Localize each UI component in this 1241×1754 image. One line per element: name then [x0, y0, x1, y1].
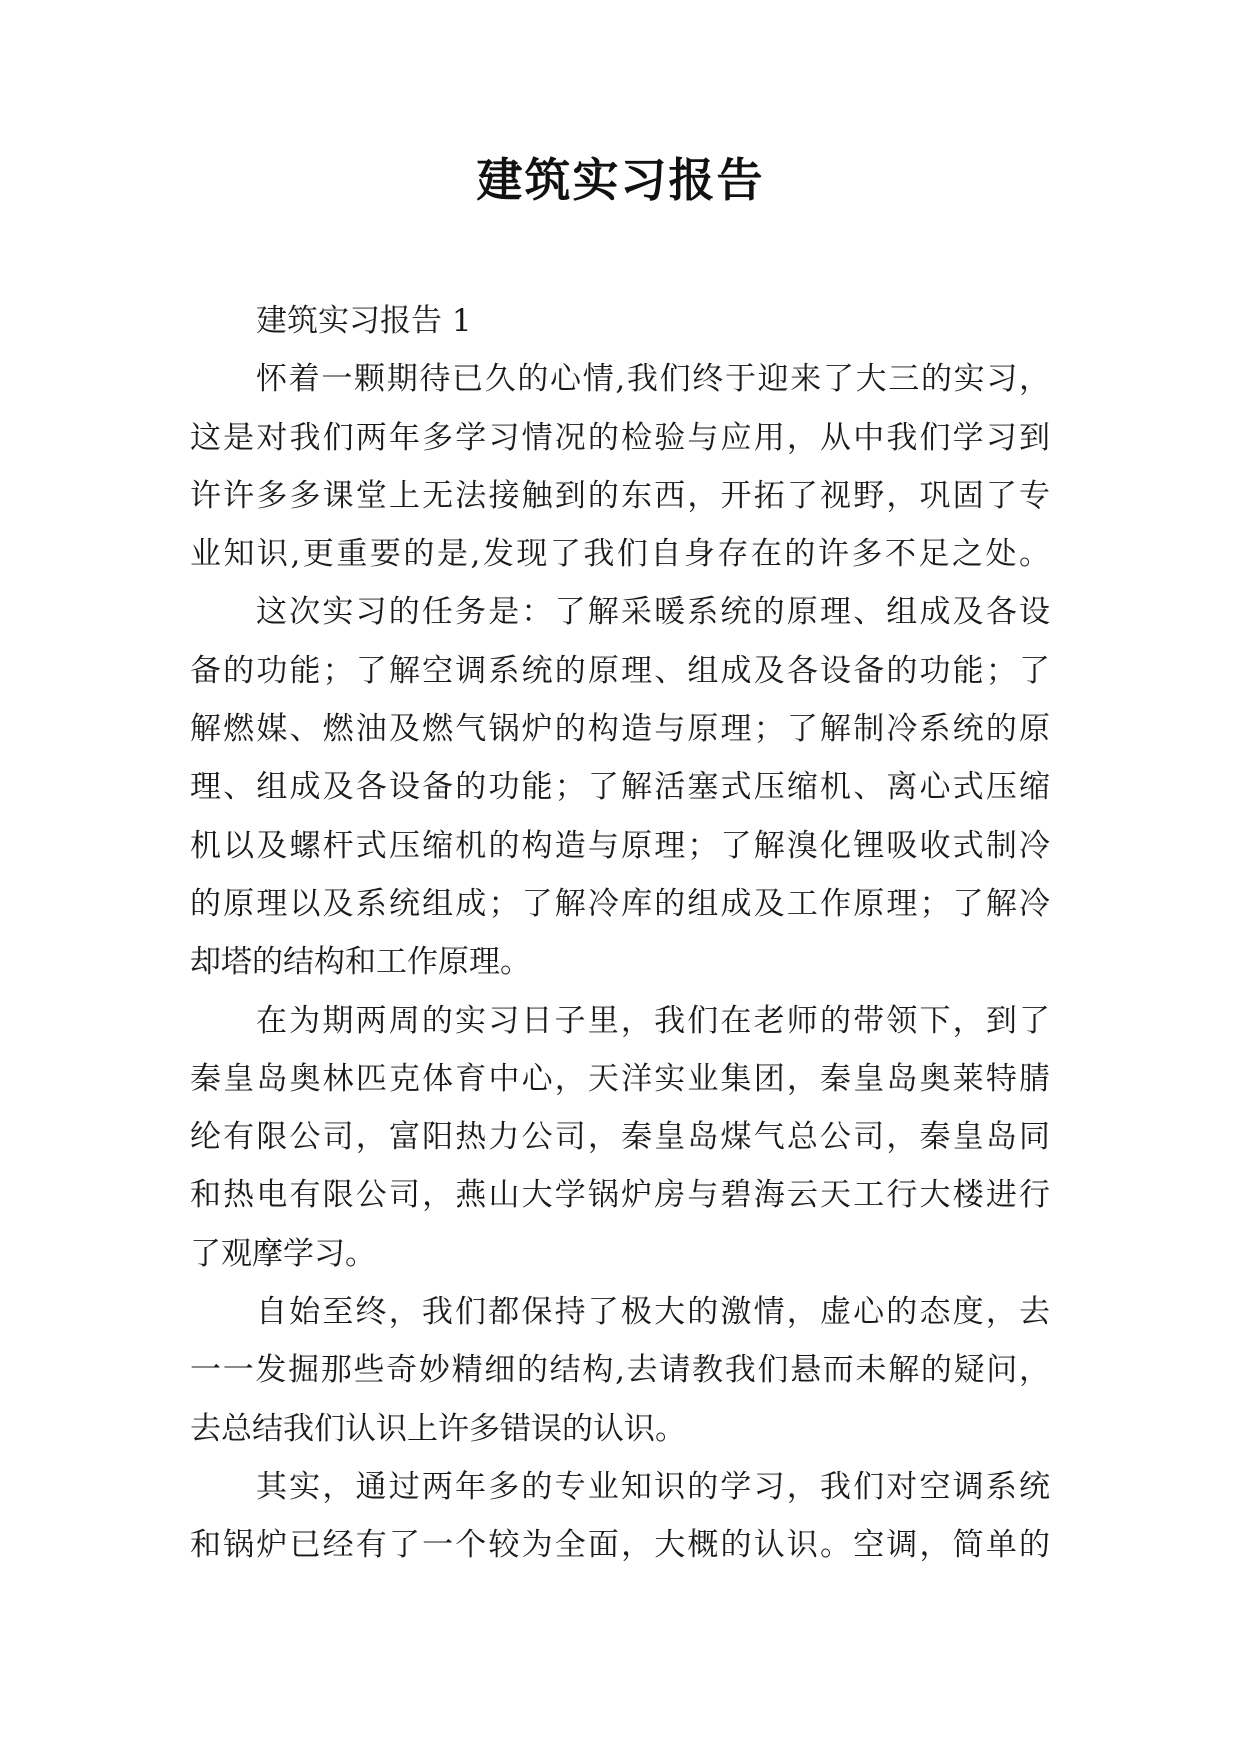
document-body: [190, 292, 1050, 1575]
text-line: 和热电有限公司，燕山大学锅炉房与碧海云天工行大楼进行: [190, 1177, 1050, 1214]
text-line: 理、组成及各设备的功能；了解活塞式压缩机、离心式压缩: [190, 769, 1050, 806]
text-line: 机以及螺杆式压缩机的构造与原理；了解溴化锂吸收式制冷: [190, 827, 1050, 864]
text-line: 备的功能；了解空调系统的原理、组成及各设备的功能；了: [190, 652, 1050, 689]
text-line: 怀着一颗期待已久的心情,我们终于迎来了大三的实习，: [256, 361, 1050, 398]
text-line: 许许多多课堂上无法接触到的东西，开拓了视野，巩固了专: [190, 477, 1050, 514]
text-line: 解燃媒、燃油及燃气锅炉的构造与原理；了解制冷系统的原: [190, 711, 1050, 748]
text-line: 和锅炉已经有了一个较为全面，大概的认识。空调，简单的: [190, 1527, 1050, 1564]
text-line: 自始至终，我们都保持了极大的激情，虚心的态度，去: [256, 1294, 1050, 1331]
text-line: 却塔的结构和工作原理。: [190, 944, 531, 981]
text-line: 去总结我们认识上许多错误的认识。: [190, 1410, 686, 1447]
document-title: 建筑实习报告: [476, 153, 765, 207]
text-line: 在为期两周的实习日子里，我们在老师的带领下，到了: [256, 1002, 1050, 1039]
text-line: 纶有限公司，富阳热力公司，秦皇岛煤气总公司，秦皇岛同: [190, 1119, 1050, 1156]
text-line: 业知识,更重要的是,发现了我们自身存在的许多不足之处。: [190, 536, 1050, 573]
text-line: 这次实习的任务是：了解采暖系统的原理、组成及各设: [256, 594, 1050, 631]
text-line: 了观摩学习。: [190, 1235, 376, 1272]
text-line: 其实，通过两年多的专业知识的学习，我们对空调系统: [256, 1468, 1050, 1505]
text-line: 秦皇岛奥林匹克体育中心，天洋实业集团，秦皇岛奥莱特腈: [190, 1060, 1050, 1097]
text-line: 一一发掘那些奇妙精细的结构,去请教我们悬而未解的疑问，: [190, 1352, 1050, 1389]
text-line: 这是对我们两年多学习情况的检验与应用，从中我们学习到: [190, 419, 1050, 456]
text-line: 建筑实习报告 1: [256, 303, 472, 339]
text-line: 的原理以及系统组成；了解冷库的组成及工作原理；了解冷: [190, 885, 1050, 922]
